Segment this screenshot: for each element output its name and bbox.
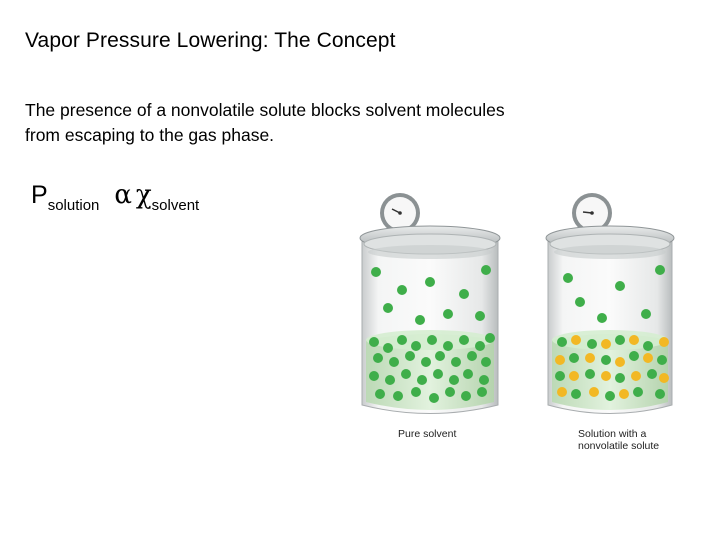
proportionality-formula (31, 180, 200, 214)
slide-body-text: The presence of a nonvolatile solute blocks solvent molecules from escaping to the gas phase. (25, 100, 505, 145)
pure-solvent-caption: Pure solvent (398, 428, 457, 440)
slide-title: Vapor Pressure Lowering: The Concept (25, 29, 396, 52)
formula-rhs: χ (135, 180, 152, 210)
solution-caption (578, 428, 659, 452)
formula-lhs: P (31, 181, 48, 209)
proportional-symbol: α (114, 180, 132, 210)
pure-solvent-jar (340, 190, 520, 430)
formula-lhs-subscript: solution (47, 197, 100, 214)
pure-solvent-illustration (340, 190, 520, 430)
solution-caption-line2: nonvolatile solute (578, 440, 660, 452)
solution-caption-line1: Solution with a (578, 428, 647, 440)
formula-rhs-subscript: solvent (151, 197, 200, 214)
solution-jar (520, 190, 700, 430)
solution-illustration (520, 190, 700, 430)
